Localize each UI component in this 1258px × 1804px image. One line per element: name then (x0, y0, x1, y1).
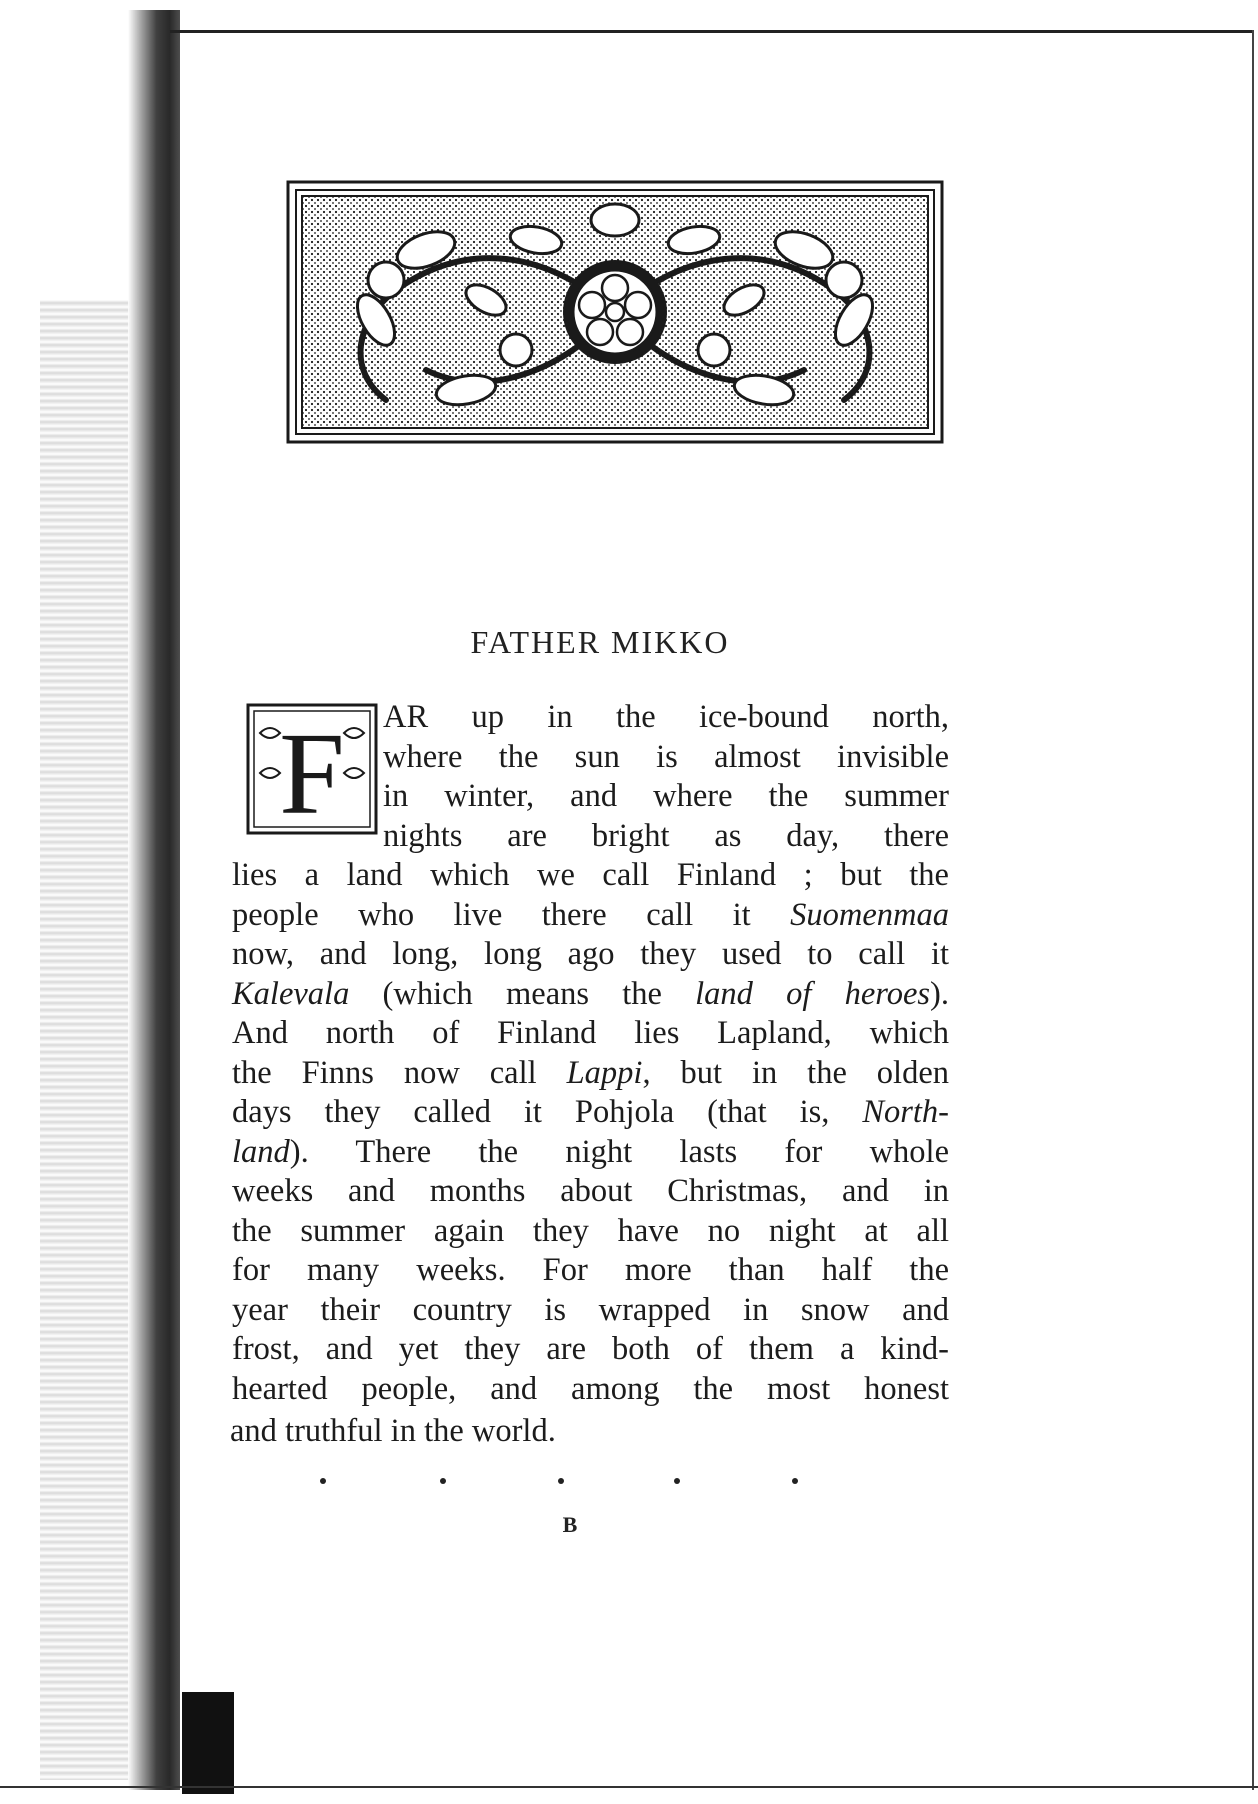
italic-term: land of heroes (695, 975, 931, 1012)
italic-term: land (232, 1133, 290, 1170)
section-break-dots (300, 1466, 860, 1496)
dot (674, 1478, 680, 1484)
drop-cap-letter: F (279, 708, 345, 835)
printer-signature-mark: B (562, 1512, 578, 1537)
text-line: hearted people, and among the most honest (232, 1370, 949, 1407)
text-line: Kalevala (which means the land of heroes). (232, 975, 949, 1012)
text-line: year their country is wrapped in snow and (232, 1291, 949, 1328)
text-line: AR up in the ice-bound north, (383, 699, 949, 735)
text-line: now, and long, long ago they used to call it (232, 936, 949, 972)
italic-term: North- (862, 1094, 949, 1130)
text-line: where the sun is almost invisible (383, 738, 949, 775)
dot (440, 1478, 446, 1484)
text-line: And north of Finland lies Lapland, which (232, 1015, 949, 1051)
chapter-title: FATHER MIKKO (470, 624, 730, 660)
spine-dark-block (182, 1692, 234, 1794)
book-spine-shadow (128, 10, 180, 1790)
italic-term: Suomenmaa (790, 896, 949, 933)
text-line: days they called it Pohjola (that is, North- (232, 1094, 949, 1130)
floral-headpiece-ornament (286, 180, 944, 444)
dot (558, 1478, 564, 1484)
text-line: people who live there call it Suomenmaa (232, 896, 949, 933)
text-line: weeks and months about Christmas, and in (232, 1173, 949, 1209)
scan-edge-noise (40, 300, 130, 1780)
text-line: for many weeks. For more than half the (232, 1252, 949, 1288)
paragraph-body (232, 856, 949, 1409)
text-line: the summer again they have no night at all (232, 1212, 949, 1249)
italic-term: Kalevala (232, 975, 350, 1012)
page-bottom-edge (0, 1786, 1258, 1788)
paragraph-indented (383, 698, 949, 856)
dot (792, 1478, 798, 1484)
text-line: nights are bright as day, there (383, 817, 949, 854)
dot (320, 1478, 326, 1484)
text-line-last: and truthful in the world. (230, 1413, 556, 1449)
page-right-edge (1252, 30, 1254, 1790)
text-line: the Finns now call Lappi, but in the olden (232, 1054, 950, 1091)
page-top-edge (170, 30, 1254, 33)
text-line: land). There the night lasts for whole (232, 1133, 949, 1170)
text-line: in winter, and where the summer (383, 778, 949, 814)
text-line: frost, and yet they are both of them a kind- (232, 1331, 949, 1367)
text-line: lies a land which we call Finland ; but the (232, 857, 949, 893)
decorated-drop-cap (246, 703, 378, 835)
italic-term: Lappi (566, 1054, 643, 1091)
